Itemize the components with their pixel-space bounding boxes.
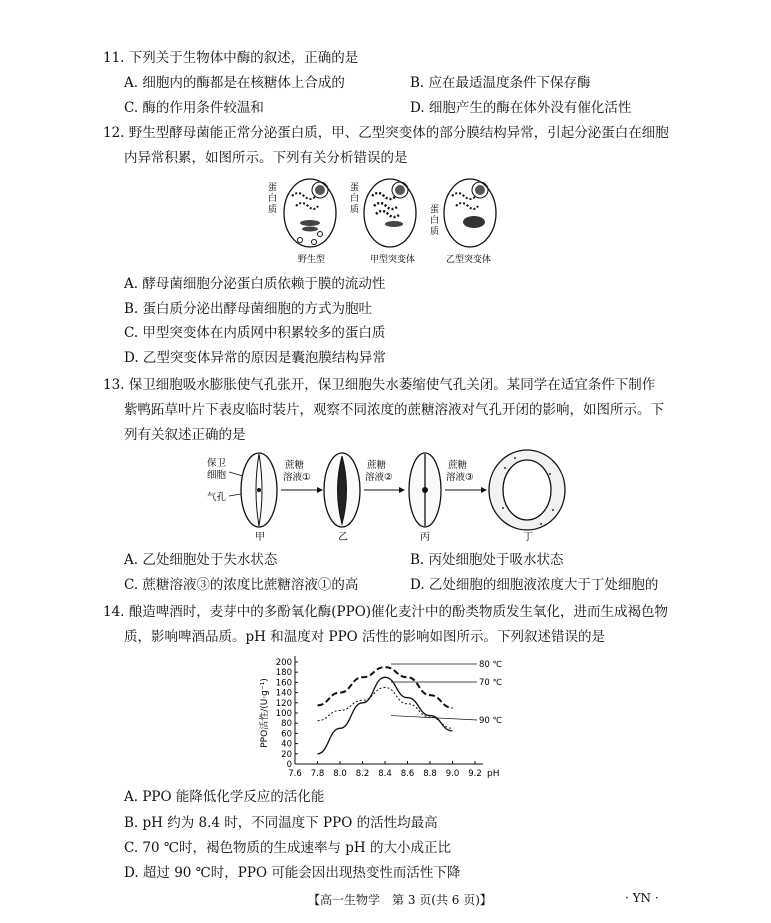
x-tick-label: 7.8 (310, 769, 325, 779)
q14-stem-line2: 质，影响啤酒品质。pH 和温度对 PPO 活性的影响如图所示。下列叙述错误的是 (124, 629, 606, 645)
y-tick-label: 60 (281, 729, 292, 740)
series-line-2 (318, 677, 453, 754)
y-tick-label: 80 (281, 719, 292, 730)
label-sucrose-2b: 溶液② (365, 472, 393, 483)
label-ding: 丁 (523, 532, 533, 543)
exam-code: · YN · (625, 891, 659, 905)
series-line-1 (318, 688, 453, 729)
type-b-mutant-cell (444, 179, 496, 247)
protein-label-6: 质 (350, 205, 360, 215)
ppo-activity-chart (255, 652, 515, 782)
label-sucrose-2a: 蔗糖 (367, 460, 387, 471)
q11-option-c: C. 酶的作用条件较温和 (124, 100, 264, 116)
stoma-jia (241, 453, 277, 527)
y-tick-label: 160 (275, 678, 292, 689)
x-tick-label: 8.6 (400, 769, 415, 779)
stomata-figure (205, 448, 575, 543)
stoma-ding (489, 450, 565, 530)
q14-option-d: D. 超过 90 ℃时，PPO 可能会因出现热变性而活性下降 (124, 865, 461, 881)
x-tick-label: 8.4 (378, 769, 392, 779)
q11-option-d: D. 细胞产生的酶在体外没有催化活性 (410, 100, 632, 116)
label-sucrose-1b: 溶液① (283, 472, 311, 483)
y-tick-label: 120 (275, 698, 292, 709)
stoma-bing (409, 453, 441, 527)
x-tick-label: 8.8 (423, 769, 437, 779)
x-tick-label: 9.0 (445, 769, 460, 779)
protein-label-5: 白 (350, 194, 360, 204)
q12-option-a: A. 酵母菌细胞分泌蛋白质依赖于膜的流动性 (124, 276, 386, 292)
q13-option-a: A. 乙处细胞处于失水状态 (124, 552, 278, 568)
label-guard-1: 保卫 (207, 458, 227, 469)
x-tick-label: 8.0 (333, 769, 347, 779)
protein-label-2: 白 (268, 194, 278, 204)
x-tick-label: 9.2 (468, 769, 482, 779)
label-sucrose-3a: 蔗糖 (448, 460, 468, 471)
cell-label-type-b: 乙型突变体 (446, 255, 492, 265)
cell-label-type-a: 甲型突变体 (370, 255, 416, 265)
q14-option-c: C. 70 ℃时，褐色物质的生成速率与 pH 的大小成正比 (124, 840, 451, 856)
q12-option-c: C. 甲型突变体在内质网中积累较多的蛋白质 (124, 325, 386, 341)
q13-option-c: C. 蔗糖溶液③的浓度比蔗糖溶液①的高 (124, 577, 359, 593)
q13-stem-line3: 列有关叙述正确的是 (124, 427, 246, 443)
page-footer: 【高一生物学 第 3 页(共 6 页)】 (308, 893, 492, 907)
series-label-1: 70 ℃ (479, 678, 503, 688)
q14-option-a: A. PPO 能降低化学反应的活化能 (124, 789, 325, 805)
protein-label-8: 白 (430, 216, 440, 226)
y-tick-label: 140 (275, 688, 292, 699)
q11-option-a: A. 细胞内的酶都是在核糖体上合成的 (124, 75, 345, 91)
protein-label-9: 质 (430, 227, 440, 237)
q11-stem: 11. 下列关于生物体中酶的叙述，正确的是 (103, 50, 359, 66)
protein-label-4: 蛋 (350, 183, 360, 193)
label-yi: 乙 (338, 532, 348, 543)
y-axis-label: PPO活性/(U·g⁻¹) (260, 678, 270, 748)
q13-option-d: D. 乙处细胞的细胞液浓度大于丁处细胞的 (410, 577, 659, 593)
label-bing: 丙 (420, 532, 430, 543)
protein-label-1: 蛋 (268, 183, 278, 193)
x-axis-label: pH (487, 769, 500, 779)
wild-type-cell (284, 179, 336, 247)
q13-stem-line1: 13. 保卫细胞吸水膨胀使气孔张开，保卫细胞失水萎缩使气孔关闭。某同学在适宜条件下制作 (103, 377, 656, 393)
label-guard-2: 细胞 (207, 470, 227, 481)
y-tick-label: 100 (275, 709, 292, 719)
q13-stem-line2: 紫鸭跖草叶片下表皮临时装片，观察不同浓度的蔗糖溶液对气孔开闭的影响，如图所示。下 (124, 402, 664, 418)
y-tick-label: 180 (275, 668, 292, 679)
q12-stem-line1: 12. 野生型酵母菌能正常分泌蛋白质，甲、乙型突变体的部分膜结构异常，引起分泌蛋白在细胞 (103, 125, 669, 141)
yeast-cell-figure (262, 168, 512, 268)
cell-label-wild: 野生型 (298, 255, 326, 265)
y-tick-label: 20 (281, 749, 292, 760)
q12-option-b: B. 蛋白质分泌出酵母菌细胞的方式为胞吐 (124, 301, 373, 317)
q12-option-d: D. 乙型突变体异常的原因是囊泡膜结构异常 (124, 350, 386, 366)
q14-option-b: B. pH 约为 8.4 时，不同温度下 PPO 的活性均最高 (124, 815, 438, 831)
label-pore: 气孔 (207, 492, 227, 503)
label-sucrose-3b: 溶液③ (446, 472, 474, 483)
protein-label-3: 质 (268, 205, 278, 215)
stoma-yi (324, 453, 360, 527)
q13-option-b: B. 丙处细胞处于吸水状态 (410, 552, 564, 568)
q11-option-b: B. 应在最适温度条件下保存酶 (410, 75, 591, 91)
protein-label-7: 蛋 (430, 205, 440, 215)
y-tick-label: 200 (275, 658, 292, 668)
label-sucrose-1a: 蔗糖 (285, 460, 305, 471)
series-label-2: 90 ℃ (479, 716, 503, 726)
q14-stem-line1: 14. 酿造啤酒时，麦芽中的多酚氧化酶(PPO)催化麦汁中的酚类物质发生氧化，进而生成褐色物 (103, 604, 669, 620)
q12-stem-line2: 内异常积累，如图所示。下列有关分析错误的是 (124, 150, 408, 166)
y-tick-label: 40 (281, 739, 292, 750)
type-a-mutant-cell (364, 179, 416, 247)
y-tick-label: 0 (286, 760, 292, 770)
series-label-0: 80 ℃ (479, 660, 503, 670)
label-jia: 甲 (255, 532, 265, 543)
x-tick-label: 7.6 (288, 769, 302, 779)
x-tick-label: 8.2 (355, 769, 370, 779)
